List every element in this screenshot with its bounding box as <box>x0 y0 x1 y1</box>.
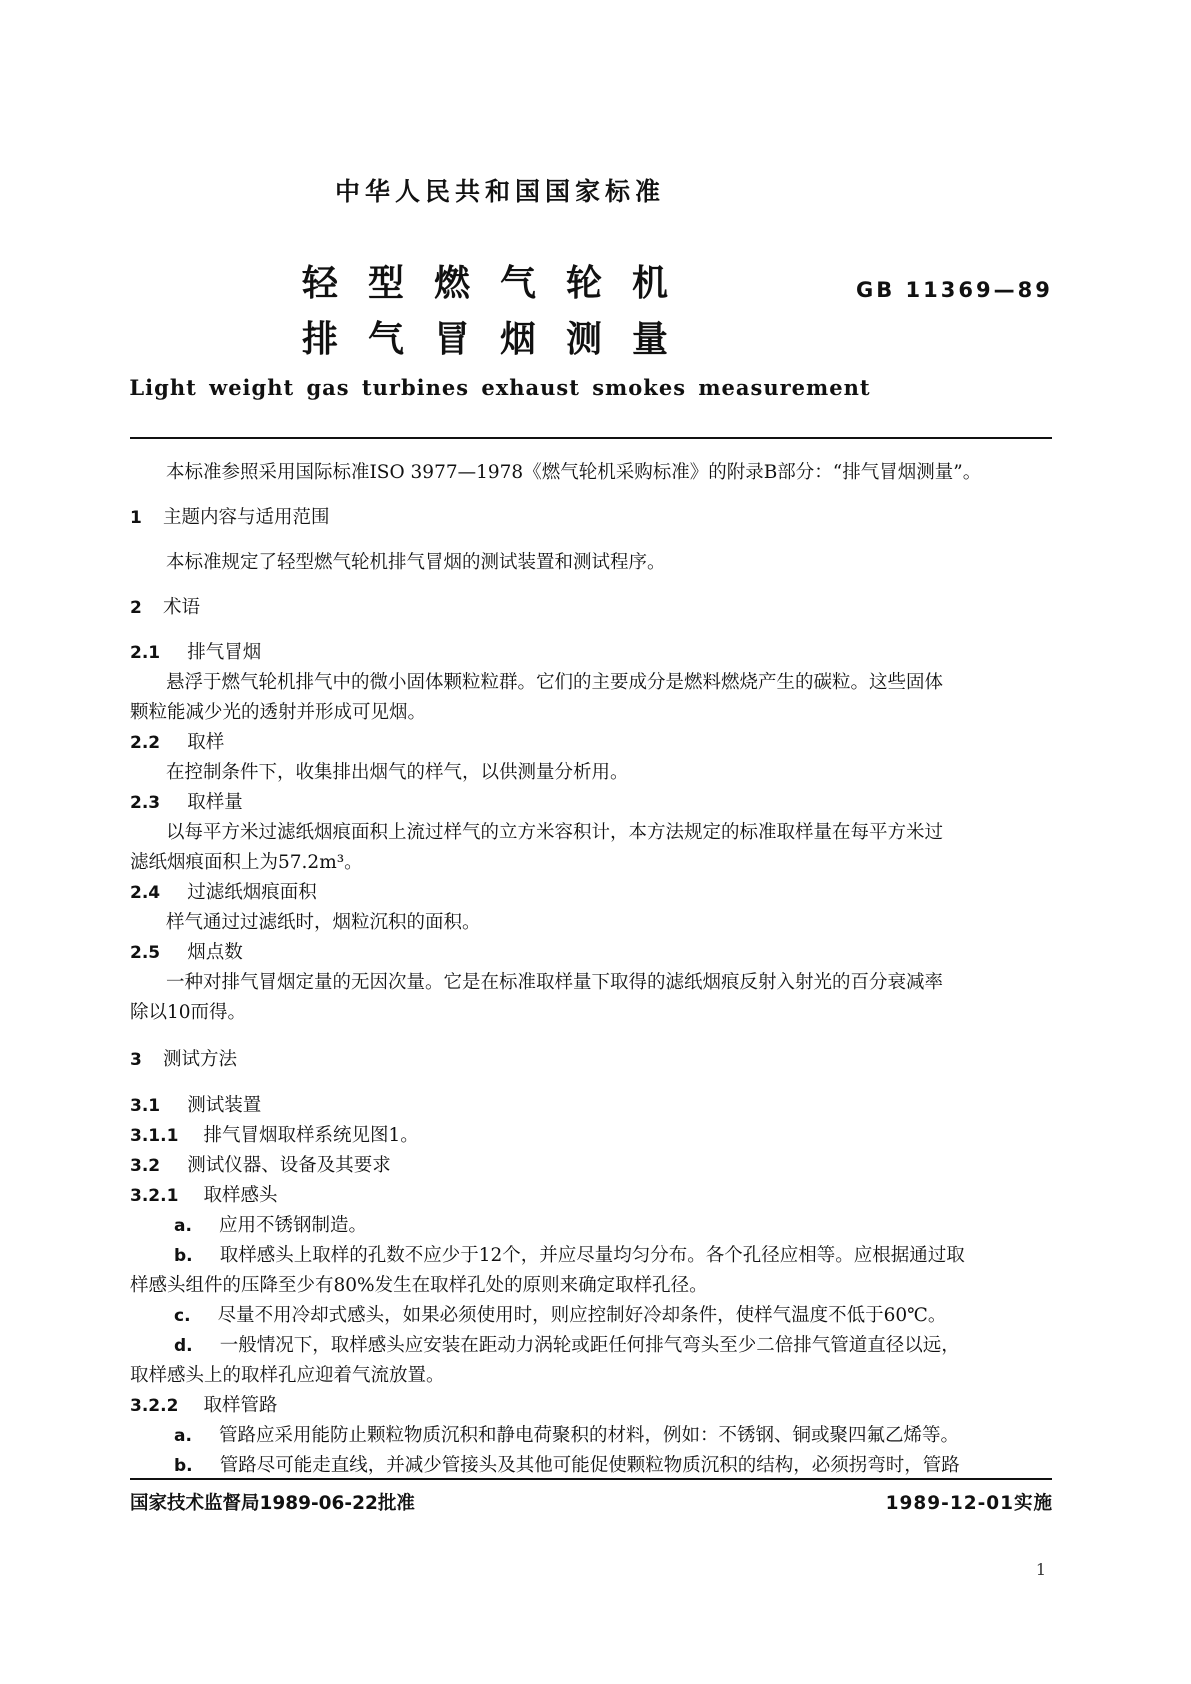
section-title: 取样管路 <box>203 1395 278 1416</box>
item-label: b. <box>174 1456 193 1476</box>
intro-paragraph: 本标准参照采用国际标准ISO 3977—1978《燃气轮机采购标准》的附录B部分：“排气冒烟测量”。 <box>166 462 982 483</box>
section-2-3-text-1: 以每平方米过滤纸烟痕面积上流过样气的立方米容积计，本方法规定的标准取样量在每平方米过 <box>166 822 944 843</box>
section-number: 3.2.1 <box>130 1186 179 1206</box>
approval-date: 国家技术监督局1989-06-22批准 <box>130 1493 415 1514</box>
section-number: 2 <box>130 598 142 618</box>
section-number: 2.5 <box>130 943 161 963</box>
section-2-2-text: 在控制条件下，收集排出烟气的样气，以供测量分析用。 <box>166 762 629 783</box>
section-number: 3.1.1 <box>130 1126 179 1146</box>
section-2-5-text-2: 除以10而得。 <box>130 1002 247 1023</box>
top-divider <box>130 437 1052 439</box>
section-title: 测试方法 <box>162 1049 237 1070</box>
section-title: 取样 <box>187 732 225 753</box>
national-standard-header: 中华人民共和国国家标准 <box>334 177 665 206</box>
section-number: 3 <box>130 1050 142 1070</box>
item-3-2-1-c <box>174 1301 946 1327</box>
item-text: 一般情况下，取样感头应安装在距动力涡轮或距任何排气弯头至少二倍排气管道直径以远， <box>219 1335 960 1356</box>
item-label: a. <box>174 1426 192 1446</box>
section-number: 1 <box>130 508 142 528</box>
section-number: 3.2.2 <box>130 1396 179 1416</box>
section-2-3-text-2: 滤纸烟痕面积上为57.2m³。 <box>130 852 363 873</box>
section-title: 取样量 <box>187 792 243 813</box>
item-text: 尽量不用冷却式感头，如果必须使用时，则应控制好冷却条件，使样气温度不低于60℃。 <box>217 1305 947 1326</box>
section-title: 取样感头 <box>203 1185 278 1206</box>
section-number: 2.1 <box>130 643 161 663</box>
item-3-2-2-b <box>174 1451 960 1477</box>
item-label: c. <box>174 1306 191 1326</box>
gb-standard-code: GB 11369—89 <box>856 278 1053 302</box>
section-title: 主题内容与适用范围 <box>162 507 330 528</box>
section-2-1-text-1: 悬浮于燃气轮机排气中的微小固体颗粒粒群。它们的主要成分是燃料燃烧产生的碳粒。这些固体 <box>166 672 944 693</box>
item-3-2-1-a <box>174 1211 367 1237</box>
section-2-1-text-2: 颗粒能减少光的透射并形成可见烟。 <box>130 702 427 723</box>
section-number: 3.2 <box>130 1156 161 1176</box>
section-3-2-2-heading <box>130 1391 278 1417</box>
section-title: 术语 <box>162 597 200 618</box>
section-title: 烟点数 <box>187 942 243 963</box>
section-2-1-heading <box>130 638 261 664</box>
item-text: 取样感头上取样的孔数不应少于12个，并应尽量均匀分布。各个孔径应相等。应根据通过取 <box>219 1245 965 1266</box>
section-title: 过滤纸烟痕面积 <box>187 882 317 903</box>
section-3-1-1-heading <box>130 1121 419 1147</box>
item-text: 管路尽可能走直线，并减少管接头及其他可能促使颗粒物质沉积的结构，必须拐弯时，管路 <box>219 1455 960 1476</box>
item-text: 应用不锈钢制造。 <box>219 1215 368 1236</box>
item-text: 管路应采用能防止颗粒物质沉积和静电荷聚积的材料，例如：不锈钢、铜或聚四氟乙烯等。 <box>219 1425 960 1446</box>
section-title: 测试仪器、设备及其要求 <box>187 1155 391 1176</box>
item-3-2-1-b <box>174 1241 965 1267</box>
title-line-1: 轻型燃气轮机 <box>301 263 698 304</box>
item-label: d. <box>174 1336 193 1356</box>
section-2-4-text: 样气通过过滤纸时，烟粒沉积的面积。 <box>166 912 481 933</box>
page-number: 1 <box>1035 1560 1046 1579</box>
section-title: 测试装置 <box>187 1095 262 1116</box>
section-3-2-1-heading <box>130 1181 278 1207</box>
english-title: Light weight gas turbines exhaust smokes measurement <box>129 375 871 400</box>
footer-divider <box>130 1478 1052 1480</box>
section-number: 3.1 <box>130 1096 161 1116</box>
section-3-2-heading <box>130 1151 391 1177</box>
section-2-5-text-1: 一种对排气冒烟定量的无因次量。它是在标准取样量下取得的滤纸烟痕反射入射光的百分衰减率 <box>166 972 944 993</box>
item-3-2-1-d-cont: 取样感头上的取样孔应迎着气流放置。 <box>130 1365 445 1386</box>
section-1-heading <box>130 503 329 529</box>
section-2-3-heading <box>130 788 243 814</box>
item-3-2-2-a <box>174 1421 959 1447</box>
item-3-2-1-b-cont: 样感头组件的压降至少有80%发生在取样孔处的原则来确定取样孔径。 <box>130 1275 708 1296</box>
section-number: 2.3 <box>130 793 161 813</box>
section-2-4-heading <box>130 878 317 904</box>
section-number: 2.4 <box>130 883 161 903</box>
section-1-text: 本标准规定了轻型燃气轮机排气冒烟的测试装置和测试程序。 <box>166 552 666 573</box>
section-title: 排气冒烟取样系统见图1。 <box>203 1125 419 1146</box>
item-label: a. <box>174 1216 192 1236</box>
section-3-heading <box>130 1045 237 1071</box>
item-label: b. <box>174 1246 193 1266</box>
section-title: 排气冒烟 <box>187 642 262 663</box>
section-3-1-heading <box>130 1091 261 1117</box>
title-line-2: 排气冒烟测量 <box>301 319 698 360</box>
section-2-heading <box>130 593 200 619</box>
effective-date: 1989-12-01实施 <box>885 1493 1053 1514</box>
item-3-2-1-d <box>174 1331 960 1357</box>
section-2-2-heading <box>130 728 224 754</box>
section-number: 2.2 <box>130 733 161 753</box>
section-2-5-heading <box>130 938 243 964</box>
